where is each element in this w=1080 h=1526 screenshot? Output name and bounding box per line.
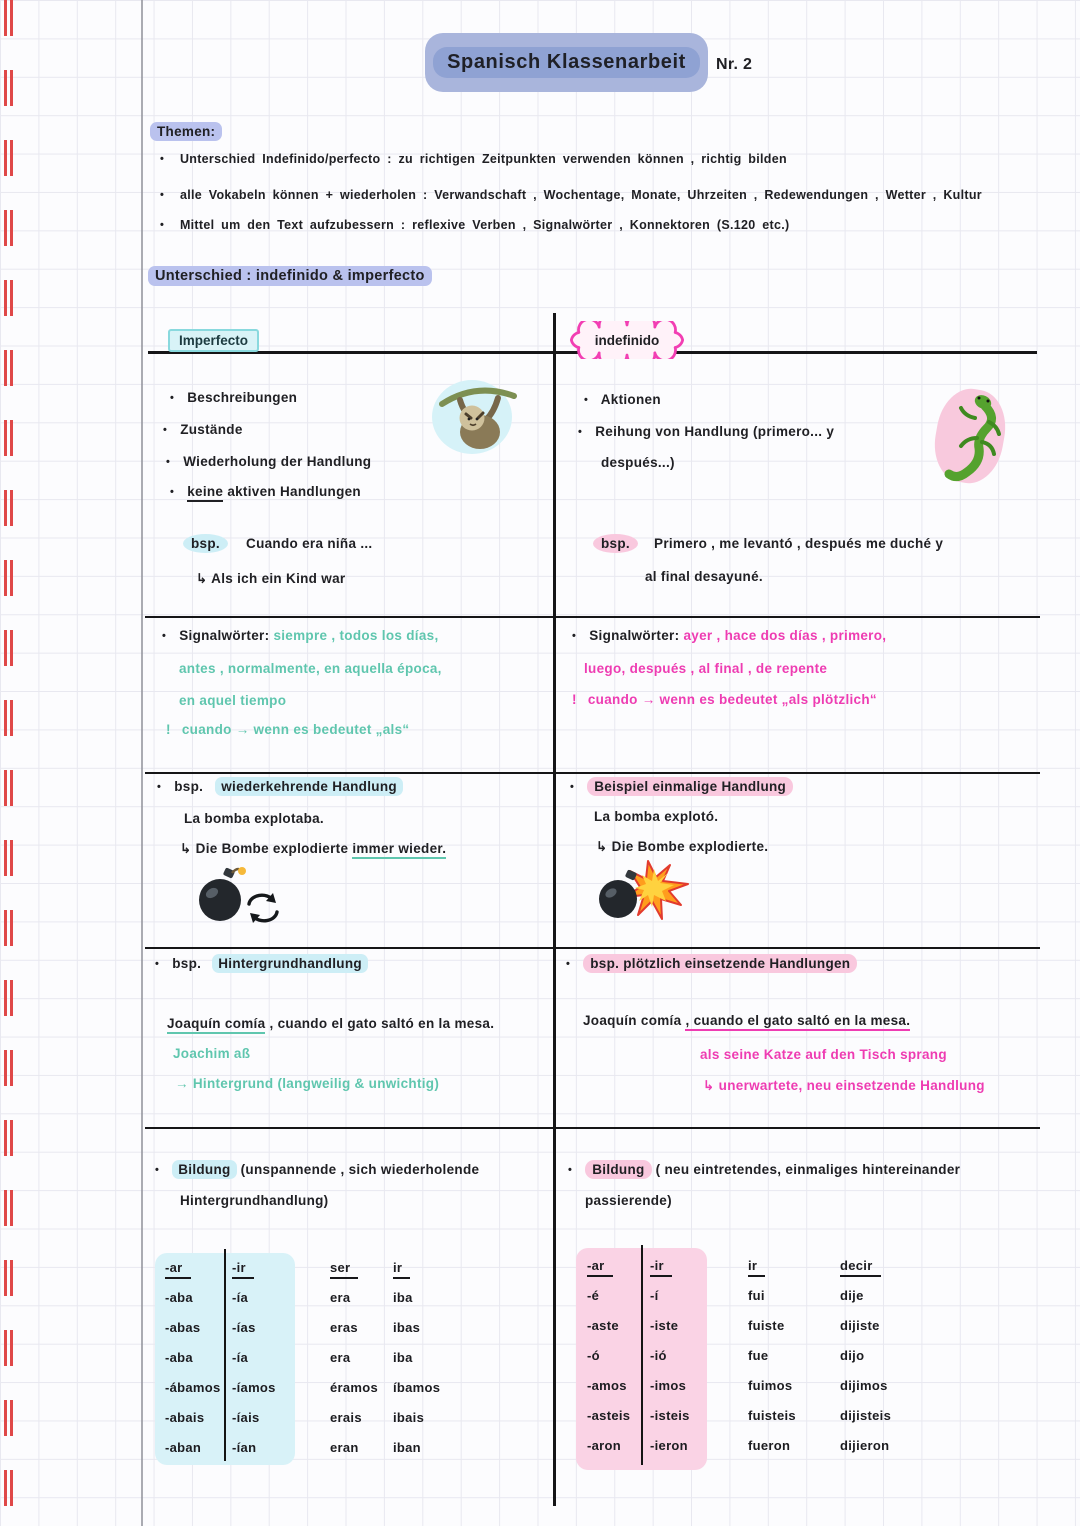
conj-cell: -aba <box>165 1289 193 1305</box>
conj-cell: -iste <box>650 1317 679 1333</box>
section-heading: Unterschied : indefinido & imperfecto <box>148 268 432 284</box>
bullet-icon: • <box>584 394 589 406</box>
conj-cell: -asteis <box>587 1407 631 1423</box>
themen-bullet-1: • Unterschied Indefinido/perfecto : zu richtigen Zeitpunkten verwenden können , richtig bilden <box>160 152 787 166</box>
imperfecto-signal-line2: antes , normalmente, en aquella época, <box>179 661 442 676</box>
indefinido-signal-line1: • Signalwörter: ayer , hace dos días , primero, <box>572 628 887 643</box>
indefinido-bullet-2: • Reihung von Handlung (primero... y <box>578 424 835 439</box>
exclamation-mark: ! <box>572 692 577 707</box>
conj-cell: era <box>330 1289 351 1305</box>
imperfecto-bildung-line1: • Bildung (unspannende , sich wiederholende <box>155 1162 480 1177</box>
indefinido-example-line: bsp. Primero , me levantó , después me duché y <box>593 536 943 551</box>
imperfecto-bildung-line2: Hintergrundhandlung) <box>180 1193 329 1208</box>
conj-cell: dije <box>840 1287 864 1303</box>
bullet-icon: • <box>170 486 175 498</box>
indefinido-bomb-title: • Beispiel einmalige Handlung <box>570 779 793 794</box>
table-vertical-divider <box>553 313 556 1506</box>
title-number: Nr. 2 <box>716 56 753 73</box>
bullet-icon: • <box>170 392 175 404</box>
indefinido-bildung-line2: passierende) <box>585 1193 672 1208</box>
conj-cell: -abas <box>165 1319 201 1335</box>
conj-cell: dijo <box>840 1347 865 1363</box>
conj-cell: -ieron <box>650 1437 688 1453</box>
bsp-label: bsp. <box>593 534 638 553</box>
imperfecto-background-note: → Hintergrund (langweilig & unwichtig) <box>175 1076 440 1091</box>
page-title: Spanisch Klassenarbeit <box>433 47 700 78</box>
conj-cell: -íamos <box>232 1379 276 1395</box>
red-margin-dash-line <box>10 0 13 1526</box>
imperfecto-header: Imperfecto <box>168 329 259 352</box>
conj-cell: -ían <box>232 1439 257 1455</box>
indefinido-bildung-line1: • Bildung ( neu eintretendes, einmaliges hintereinander <box>568 1162 961 1177</box>
conj-cell: erais <box>330 1409 362 1425</box>
imperfecto-example-line: bsp. Cuando era niña ... <box>183 536 372 551</box>
conj-cell: -ías <box>232 1319 256 1335</box>
indefinido-sudden-de: als seine Katze auf den Tisch sprang <box>700 1047 947 1062</box>
imperfecto-conjugation-table <box>165 1252 468 1462</box>
conj-cell: -imos <box>650 1377 687 1393</box>
indefinido-example-line2: al final desayuné. <box>645 569 763 584</box>
bullet-icon: • <box>157 781 162 793</box>
conj-header: ser <box>330 1260 393 1275</box>
conj-cell: era <box>330 1349 351 1365</box>
conj-cell: fueron <box>748 1437 791 1453</box>
imperfecto-signal-line1: • Signalwörter: siempre , todos los días, <box>162 628 439 643</box>
bullet-icon: • <box>568 1164 573 1176</box>
themen-heading: Themen: <box>150 124 222 139</box>
conj-cell: -aron <box>587 1437 621 1453</box>
conj-cell: iba <box>393 1349 413 1365</box>
indefinido-header: indefinido <box>594 332 660 348</box>
bullet-icon: • <box>572 630 577 642</box>
imperfecto-signal-line3: en aquel tiempo <box>179 693 287 708</box>
conj-cell: ibais <box>393 1409 425 1425</box>
bullet-icon: • <box>578 426 583 438</box>
indefinido-bomb-de: ↳ Die Bombe explodierte. <box>596 839 769 854</box>
indefinido-header-bubble <box>566 321 688 359</box>
imperfecto-bomb-es: La bomba explotaba. <box>184 811 324 826</box>
imperfecto-background-title: • bsp. Hintergrundhandlung <box>155 956 368 971</box>
conj-cell: eras <box>330 1319 358 1335</box>
red-margin-dash-line <box>4 0 7 1526</box>
table-row-divider <box>145 772 1040 774</box>
title-box <box>425 33 708 92</box>
imperfecto-signal-note: ! cuando → wenn es bedeutet „als“ <box>166 722 410 737</box>
conj-header: ir <box>393 1260 468 1275</box>
bsp-label: bsp. <box>183 534 228 553</box>
imperfecto-bullet-2: • Zustände <box>163 422 243 437</box>
conj-cell: -é <box>587 1287 600 1303</box>
imperfecto-bomb-title: • bsp. wiederkehrende Handlung <box>157 779 403 794</box>
themen-bullet-3: • Mittel um den Text aufzubessern : reflexive Verben , Signalwörter , Konnektoren (S.120 etc.) <box>160 218 790 232</box>
indefinido-sudden-note: ↳ unerwartete, neu einsetzende Handlung <box>703 1078 985 1093</box>
conj-cell: -í <box>650 1287 659 1303</box>
conj-cell: iba <box>393 1289 413 1305</box>
conj-cell: eran <box>330 1439 359 1455</box>
imperfecto-bullet-1: • Beschreibungen <box>170 390 298 405</box>
table-row-divider <box>145 947 1040 949</box>
imperfecto-bullet-4: • keine aktiven Handlungen <box>170 484 361 499</box>
sloth-icon <box>436 378 518 458</box>
page-margin-line <box>141 0 143 1526</box>
bullet-icon: • <box>155 958 160 970</box>
conj-header: ir <box>748 1258 840 1273</box>
bullet-icon: • <box>155 1164 160 1176</box>
conj-cell: dijisteis <box>840 1407 892 1423</box>
bomb-repeat-icon <box>196 866 284 928</box>
conj-cell: -abais <box>165 1409 205 1425</box>
conj-header: decir <box>840 1258 932 1273</box>
conj-cell: -amos <box>587 1377 627 1393</box>
conj-cell: -ía <box>232 1349 249 1365</box>
imperfecto-bullet-3: • Wiederholung der Handlung <box>166 454 372 469</box>
bullet-icon: • <box>160 189 165 201</box>
conj-cell: -aste <box>587 1317 619 1333</box>
gecko-icon <box>941 392 1001 484</box>
conj-cell: dijiste <box>840 1317 880 1333</box>
imperfecto-background-es: Joaquín comía , cuando el gato saltó en la mesa. <box>167 1016 494 1031</box>
conj-cell: -ió <box>650 1347 667 1363</box>
conj-cell: dijimos <box>840 1377 888 1393</box>
conj-cell: -aba <box>165 1349 193 1365</box>
conj-cell: -aban <box>165 1439 202 1455</box>
bomb-explosion-icon <box>596 858 690 922</box>
conj-cell: fuimos <box>748 1377 793 1393</box>
imperfecto-background-de: Joachim aß <box>173 1046 251 1061</box>
conj-cell: fui <box>748 1287 765 1303</box>
imperfecto-example-translation: ↳ Als ich ein Kind war <box>196 571 346 586</box>
imperfecto-bomb-de: ↳ Die Bombe explodierte immer wieder. <box>180 841 446 857</box>
conj-cell: -ía <box>232 1289 249 1305</box>
conj-cell: -ábamos <box>165 1379 221 1395</box>
conj-header: -ar <box>587 1258 650 1273</box>
conj-cell: fuisteis <box>748 1407 796 1423</box>
indefinido-bullet-2b: después...) <box>601 455 675 470</box>
conj-cell: dijieron <box>840 1437 890 1453</box>
conj-cell: fuiste <box>748 1317 785 1333</box>
conj-cell: íbamos <box>393 1379 441 1395</box>
bullet-icon: • <box>163 424 168 436</box>
indefinido-conjugation-table <box>587 1250 932 1460</box>
conj-header: -ar <box>165 1260 232 1275</box>
conj-cell: -isteis <box>650 1407 690 1423</box>
conj-cell: iban <box>393 1439 421 1455</box>
indefinido-bullet-1: • Aktionen <box>584 392 661 407</box>
themen-bullet-2: • alle Vokabeln können + wiederholen : Verwandschaft , Wochentage, Monate, Uhrzeiten , Redewendungen , Wetter , Kultur <box>160 188 982 202</box>
indefinido-signal-line2: luego, después , al final , de repente <box>584 661 828 676</box>
bullet-icon: • <box>570 781 575 793</box>
indefinido-sudden-es: Joaquín comía , cuando el gato saltó en la mesa. <box>583 1013 910 1028</box>
exclamation-mark: ! <box>166 722 171 737</box>
bullet-icon: • <box>160 219 165 231</box>
table-row-divider <box>145 1127 1040 1129</box>
indefinido-bomb-es: La bomba explotó. <box>594 809 719 824</box>
bullet-icon: • <box>162 630 167 642</box>
conj-header: -ir <box>232 1260 330 1275</box>
bullet-icon: • <box>160 153 165 165</box>
conj-cell: fue <box>748 1347 769 1363</box>
conj-cell: éramos <box>330 1379 379 1395</box>
indefinido-signal-note: ! cuando → wenn es bedeutet „als plötzlich“ <box>572 692 877 707</box>
conj-cell: -íais <box>232 1409 260 1425</box>
conj-header: -ir <box>650 1258 748 1273</box>
conj-cell: ibas <box>393 1319 421 1335</box>
bullet-icon: • <box>566 958 571 970</box>
indefinido-sudden-title: • bsp. plötzlich einsetzende Handlungen <box>566 956 857 971</box>
bullet-icon: • <box>166 456 171 468</box>
table-row-divider <box>145 616 1040 618</box>
conj-cell: -ó <box>587 1347 600 1363</box>
